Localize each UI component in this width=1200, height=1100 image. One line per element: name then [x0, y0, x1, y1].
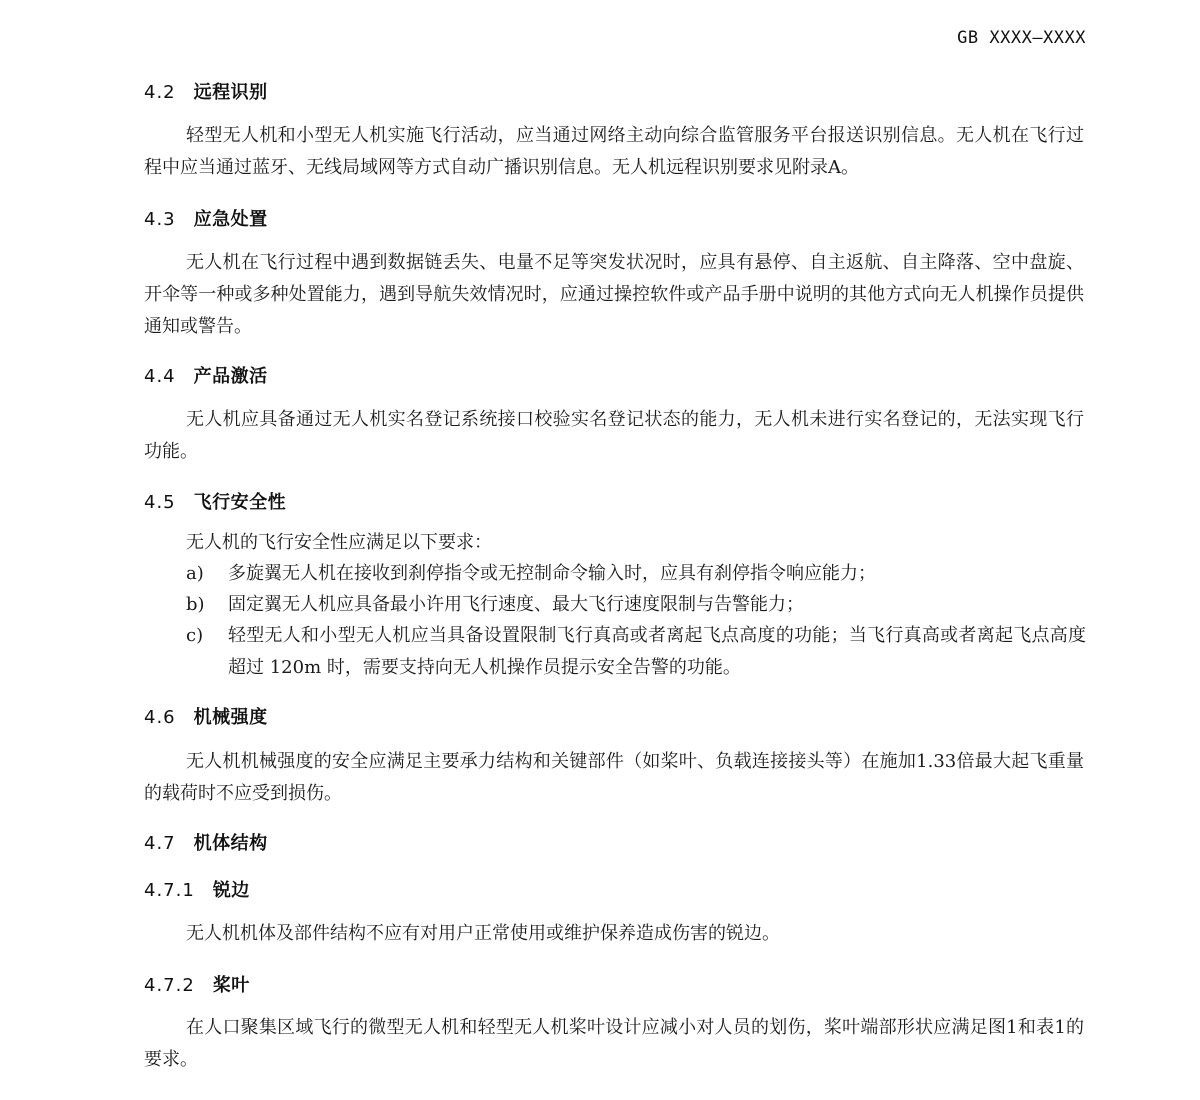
- section-paragraph-4-7-1: 无人机机体及部件结构不应有对用户正常使用或维护保养造成伤害的锐边。: [186, 923, 780, 944]
- section-paragraph-4-6: 无人机机械强度的安全应满足主要承力结构和关键部件（如桨叶、负载连接接头等）在施加1.33倍最大起飞重量的载荷时不应受到损伤。: [144, 751, 1084, 804]
- section-title: 机械强度: [193, 707, 268, 728]
- section-heading-4-4: [144, 362, 268, 388]
- section-paragraph-4-3: 无人机在飞行过程中遇到数据链丢失、电量不足等突发状况时，应具有悬停、自主返航、自主降落、空中盘旋、开伞等一种或多种处置能力，遇到导航失效情况时，应通过操控软件或产品手册中说明的其他方式向无人机操作员提供通知或警告。: [144, 252, 1084, 337]
- section-title: 产品激活: [193, 366, 268, 387]
- section-title: 桨叶: [212, 975, 250, 996]
- section-number: 4.5: [144, 492, 176, 513]
- section-number: 4.7.1: [144, 880, 195, 901]
- list-item-text: 固定翼无人机应具备最小许用飞行速度、最大飞行速度限制与告警能力；: [228, 594, 804, 615]
- section-heading-4-6: [144, 703, 268, 729]
- section-number: 4.7.2: [144, 975, 195, 996]
- list-item: [186, 558, 1086, 590]
- list-item: [186, 589, 1086, 621]
- section-title: 锐边: [212, 880, 250, 901]
- section-number: 4.6: [144, 707, 176, 728]
- list-item: [186, 620, 1086, 684]
- section-number: 4.4: [144, 366, 176, 387]
- list-item-text: 轻型无人和小型无人机应当具备设置限制飞行真高或者离起飞点高度的功能；当飞行真高或者离起飞点高度超过 120m 时，需要支持向无人机操作员提示安全告警的功能。: [228, 625, 1086, 678]
- section-heading-4-5: [144, 488, 286, 514]
- section-number: 4.7: [144, 833, 176, 854]
- section-paragraph-4-4: 无人机应具备通过无人机实名登记系统接口校验实名登记状态的能力，无人机未进行实名登记的，无法实现飞行功能。: [144, 409, 1084, 462]
- section-paragraph-4-7-2: 在人口聚集区域飞行的微型无人机和轻型无人机桨叶设计应减小对人员的划伤，桨叶端部形状应满足图1和表1的要求。: [144, 1017, 1084, 1070]
- section-title: 机体结构: [193, 833, 268, 854]
- list-marker: c): [186, 625, 204, 646]
- section-heading-4-7-1: [144, 876, 250, 902]
- section-title: 应急处置: [193, 209, 268, 230]
- section-heading-4-2: [144, 78, 268, 104]
- document-code: GB XXXX—XXXX: [957, 28, 1086, 48]
- section-title: 飞行安全性: [193, 492, 287, 513]
- section-heading-4-7-2: [144, 971, 250, 997]
- section-title: 远程识别: [193, 82, 268, 103]
- section-heading-4-7: [144, 829, 268, 855]
- list-marker: b): [186, 594, 205, 615]
- section-paragraph-4-2: 轻型无人机和小型无人机实施飞行活动，应当通过网络主动向综合监管服务平台报送识别信息。无人机在飞行过程中应当通过蓝牙、无线局域网等方式自动广播识别信息。无人机远程识别要求见附录A。: [144, 125, 1084, 178]
- list-marker: a): [186, 563, 204, 584]
- section-number: 4.3: [144, 209, 176, 230]
- list-item-text: 多旋翼无人机在接收到刹停指令或无控制命令输入时，应具有刹停指令响应能力；: [228, 563, 876, 584]
- section-intro-4-5: 无人机的飞行安全性应满足以下要求：: [186, 532, 492, 553]
- section-number: 4.2: [144, 82, 176, 103]
- section-heading-4-3: [144, 205, 268, 231]
